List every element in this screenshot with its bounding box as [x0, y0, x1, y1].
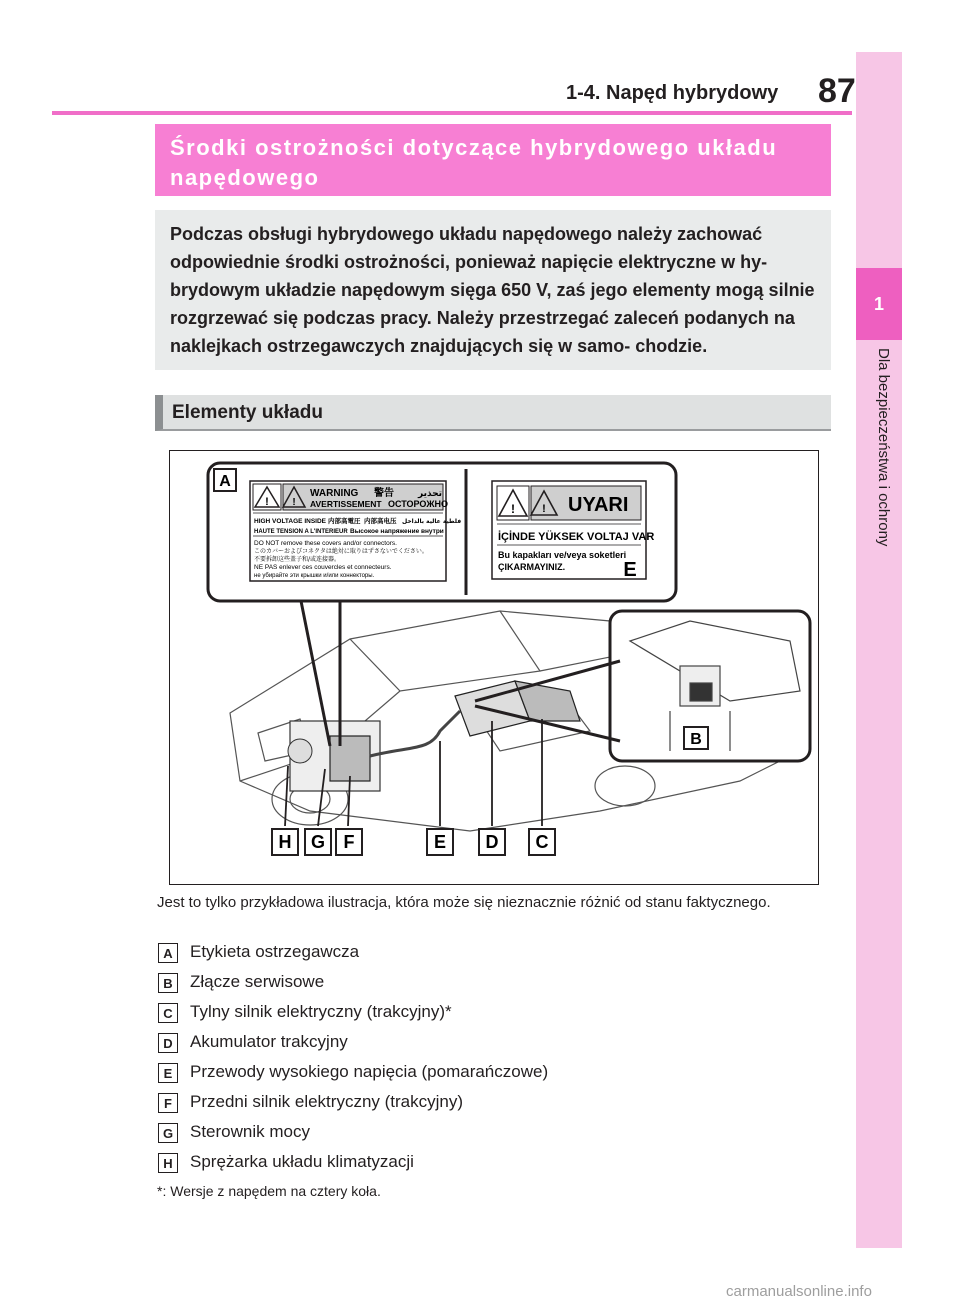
hv-cable	[370, 711, 460, 756]
label-kanji-text: 警告	[374, 488, 394, 499]
illustration-svg	[170, 451, 820, 886]
label-line4: NE PAS enlever ces couvercles et connecteurs.	[254, 564, 392, 571]
callout-a: A	[219, 473, 231, 490]
item-key: E	[158, 1063, 178, 1083]
uyari-line2: Bu kapakları ve/veya soketleri	[498, 550, 627, 560]
system-illustration	[169, 450, 819, 885]
label-jp1: 内部高電圧	[328, 517, 361, 525]
label-avertissement-text: AVERTISSEMENT	[310, 499, 382, 509]
header-divider	[52, 111, 852, 115]
item-key: C	[158, 1003, 178, 1023]
svg-text:!: !	[511, 502, 515, 516]
item-label: Etykieta ostrzegawcza	[190, 942, 360, 961]
figure-caption: Jest to tylko przykładowa ilustracja, która może się nieznacznie różnić od stanu faktycznego.	[157, 894, 771, 911]
callout-d: D	[485, 832, 499, 852]
item-label: Akumulator trakcyjny	[190, 1032, 348, 1051]
item-key: H	[158, 1153, 178, 1173]
callout-h: H	[278, 832, 292, 852]
intro-text: Podczas obsługi hybrydowego układu napędowego należy zachować odpowiednie środki ostrożności, ponieważ napięcie elektryczne w hy- brydowym układzie napędowym sięga 650 V, zaś jego elementy mogą silnie rozgrzewać się podczas pracy. Należy przestrzegać zaleceń podanych na naklejkach ostrzegawczych znajdujących się w samo- chodzie.	[170, 224, 815, 356]
label-russian-text: ОСТОРОЖНО	[388, 499, 448, 509]
item-label: Przedni silnik elektryczny (trakcyjny)	[190, 1092, 464, 1111]
svg-text:!: !	[265, 496, 269, 508]
label-haute: HAUTE TENSION A L'INTERIEUR	[254, 529, 348, 535]
item-label: Przewody wysokiego napięcia (pomarańczowe)	[190, 1062, 549, 1081]
uyari-title: UYARI	[568, 494, 629, 516]
front-components	[288, 721, 380, 791]
callout-e: E	[433, 832, 447, 852]
bottom-callouts	[272, 829, 555, 855]
page-number: 87	[818, 72, 856, 110]
section-title: Środki ostrożności dotyczące hybrydowego układu napędowego	[170, 135, 778, 190]
item-label: Sprężarka układu klimatyzacji	[190, 1152, 414, 1171]
label-cn1: 内部高电压	[364, 517, 397, 525]
item-label: Złącze serwisowe	[190, 972, 325, 991]
callout-g: G	[310, 832, 326, 852]
uyari-line3: ÇIKARMAYINIZ.	[498, 562, 566, 572]
side-tab-number[interactable]: 1	[856, 268, 902, 340]
item-key: F	[158, 1093, 178, 1113]
label-line5: не убирайте эти крышки и/или коннекторы.	[254, 573, 375, 579]
label-ru1: Высокое напряжение внутри	[350, 528, 444, 535]
label-line3: 不要拆卸这些盖子和/或连接器。	[254, 556, 341, 563]
uyari-label	[492, 481, 654, 581]
footnote: *: Wersje z napędem na cztery koła.	[157, 1183, 381, 1199]
item-label: Tylny silnik elektryczny (trakcyjny)*	[190, 1002, 452, 1021]
side-tab	[856, 52, 902, 1248]
svg-text:!: !	[542, 503, 546, 515]
svg-text:!: !	[292, 497, 296, 508]
item-key: A	[158, 943, 178, 963]
item-key: G	[158, 1123, 178, 1143]
warning-label	[250, 481, 461, 581]
section-reference: 1-4. Napęd hybrydowy	[566, 82, 779, 104]
label-high-voltage: HIGH VOLTAGE INSIDE	[254, 518, 326, 525]
uyari-e-marker: E	[623, 559, 637, 581]
item-key: D	[158, 1033, 178, 1053]
label-line2: このカバーおよびコネクタは絶対に取りはずさないでください。	[254, 548, 428, 555]
side-tab-label: Dla bezpieczeństwa i ochrony	[875, 348, 892, 547]
callout-c: C	[535, 832, 549, 852]
subheading: Elementy układu	[172, 402, 323, 423]
label-line1: DO NOT remove these covers and/or connectors.	[254, 540, 397, 547]
watermark[interactable]: carmanualsonline.info	[726, 1283, 872, 1300]
callout-b: B	[690, 731, 702, 748]
uyari-line1: İÇİNDE YÜKSEK VOLTAJ VAR	[498, 531, 655, 543]
item-key: B	[158, 973, 178, 993]
label-ar1: فلطية عالية بالداخل	[402, 518, 462, 525]
label-warning-text: WARNING	[310, 488, 359, 499]
label-arabic-text: تحذير	[418, 489, 443, 499]
item-label: Sterownik mocy	[190, 1122, 310, 1141]
callout-f: F	[343, 832, 355, 852]
